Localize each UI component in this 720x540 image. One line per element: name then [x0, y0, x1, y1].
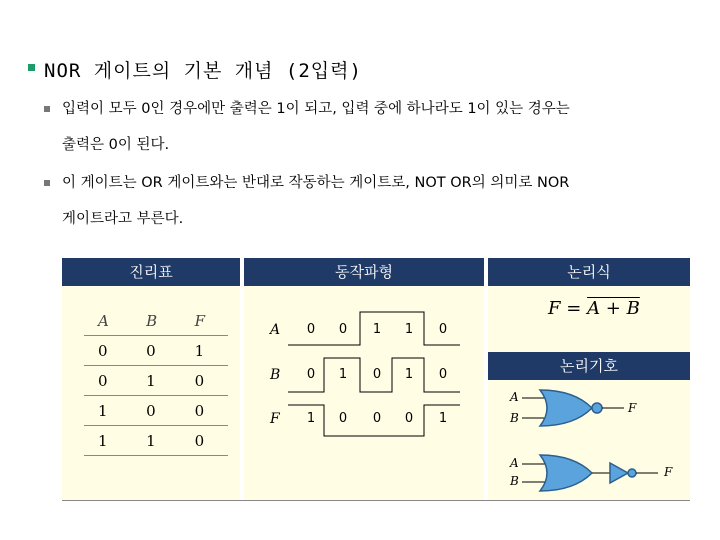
logic-expression [548, 298, 640, 319]
expr-lhs: F [548, 298, 561, 319]
timing-value: 0 [338, 322, 348, 337]
table-cell: 1 [132, 426, 181, 456]
table-cell: 0 [132, 336, 181, 366]
symbol-label-b: B [510, 411, 519, 425]
waveform-a [288, 312, 460, 345]
header-timing: 동작파형 [244, 258, 484, 286]
timing-value: 0 [306, 322, 316, 337]
symbol-label-b: B [510, 474, 519, 488]
timing-value: 0 [404, 411, 414, 426]
table-cell: 1 [132, 366, 181, 396]
table-cell: 0 [84, 366, 132, 396]
header-logic-symbol: 논리기호 [488, 352, 690, 380]
timing-value: 0 [438, 322, 448, 337]
timing-value: 1 [404, 322, 414, 337]
timing-value: 0 [372, 367, 382, 382]
timing-value: 0 [338, 411, 348, 426]
timing-value: 1 [404, 367, 414, 382]
bullet-1-line-1: 입력이 모두 0인 경우에만 출력은 1이 되고, 입력 중에 하나라도 1이 있는 경우는 [62, 101, 570, 117]
timing-value: 1 [372, 322, 382, 337]
timing-value: 0 [438, 367, 448, 382]
expr-rhs: A + B [587, 298, 640, 319]
symbol-label-f: F [664, 465, 673, 479]
header-logic-expr: 논리식 [488, 258, 690, 286]
symbol-label-f: F [628, 401, 637, 415]
waveform-f [288, 405, 460, 436]
inversion-bubble-icon [628, 469, 636, 477]
column-header-f: F [181, 306, 228, 336]
page-title: NOR 게이트의 기본 개념 (2입력) [44, 60, 362, 82]
table-cell: 0 [132, 396, 181, 426]
header-truth-table: 진리표 [62, 258, 240, 286]
signal-label-f: F [270, 411, 280, 427]
timing-value: 0 [372, 411, 382, 426]
inversion-bubble-icon [592, 403, 602, 413]
column-header-a: A [84, 306, 132, 336]
symbol-label-a: A [510, 390, 519, 404]
column-header-b: B [132, 306, 181, 336]
bullet-2-line-2: 게이트라고 부른다. [62, 211, 184, 227]
timing-value: 1 [438, 411, 448, 426]
table-cell: 0 [181, 396, 228, 426]
signal-label-b: B [270, 367, 281, 383]
timing-value: 1 [306, 411, 316, 426]
table-cell: 1 [84, 396, 132, 426]
table-cell: 0 [84, 336, 132, 366]
bullet-1-line-2: 출력은 0이 된다. [62, 137, 170, 153]
nor-gate-icon [540, 390, 592, 426]
table-cell: 0 [181, 366, 228, 396]
signal-label-a: A [270, 322, 281, 338]
not-gate-icon [610, 463, 628, 483]
timing-value: 1 [338, 367, 348, 382]
expr-eq: = [566, 298, 582, 319]
timing-value: 0 [306, 367, 316, 382]
table-cell: 1 [181, 336, 228, 366]
waveform-b [288, 358, 460, 392]
bullet-2-line-1: 이 게이트는 OR 게이트와는 반대로 작동하는 게이트로, NOT OR의 의미로 NOR [62, 175, 570, 191]
symbol-label-a: A [510, 456, 519, 470]
table-cell: 0 [181, 426, 228, 456]
or-gate-icon [540, 455, 592, 491]
table-cell: 1 [84, 426, 132, 456]
